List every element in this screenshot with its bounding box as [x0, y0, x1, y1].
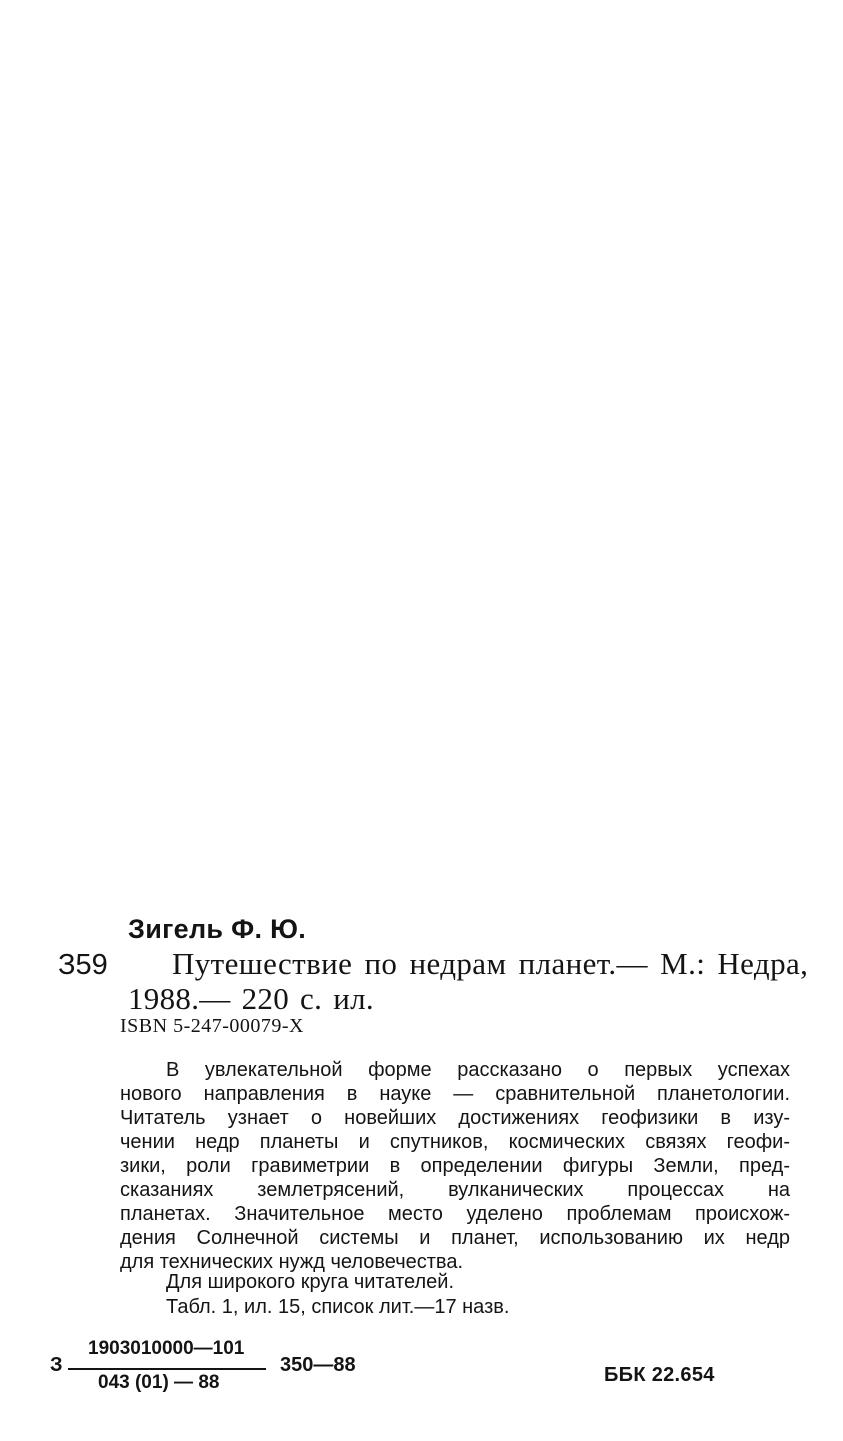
- classification-code: 350—88: [280, 1354, 356, 1376]
- annotation-line: чении недр планеты и спутников, космических связях геофи-: [120, 1131, 790, 1153]
- isbn: ISBN 5-247-00079-X: [120, 1015, 304, 1037]
- annotation-line: дения Солнечной системы и планет, использованию их недр: [120, 1227, 790, 1249]
- annotation-line: Читатель узнает о новейших достижениях геофизики в изу-: [120, 1107, 790, 1129]
- annotation-line: для технических нужд человечества.: [120, 1251, 463, 1273]
- annotation-line: В увлекательной форме рассказано о первых успехах: [166, 1059, 790, 1081]
- annotation-paragraph: [120, 1058, 790, 1274]
- bbk-code: ББК 22.654: [604, 1364, 715, 1386]
- classification-prefix: З: [50, 1354, 63, 1376]
- extent-note: Табл. 1, ил. 15, список лит.—17 назв.: [166, 1296, 510, 1318]
- annotation-line: нового направления в науке — сравнительной планетологии.: [120, 1083, 790, 1105]
- annotation-line: планетах. Значительное место уделено проблемам происхож-: [120, 1203, 790, 1225]
- fraction-numerator: 1903010000—101: [88, 1338, 245, 1359]
- index-code: З59: [58, 949, 108, 981]
- audience-note: Для широкого круга читателей.: [166, 1271, 455, 1293]
- book-title-line-1: Путешествие по недрам планет.— М.: Недра,: [172, 946, 809, 981]
- book-title-line-2: 1988.— 220 с. ил.: [128, 981, 374, 1016]
- annotation-line: зики, роли гравиметрии в определении фигуры Земли, пред-: [120, 1155, 790, 1177]
- author-name: Зигель Ф. Ю.: [128, 914, 307, 944]
- annotation-line: сказаниях землетрясений, вулканических процессах на: [120, 1179, 790, 1201]
- fraction-denominator: 043 (01) — 88: [98, 1372, 220, 1393]
- fraction-bar: [68, 1368, 266, 1370]
